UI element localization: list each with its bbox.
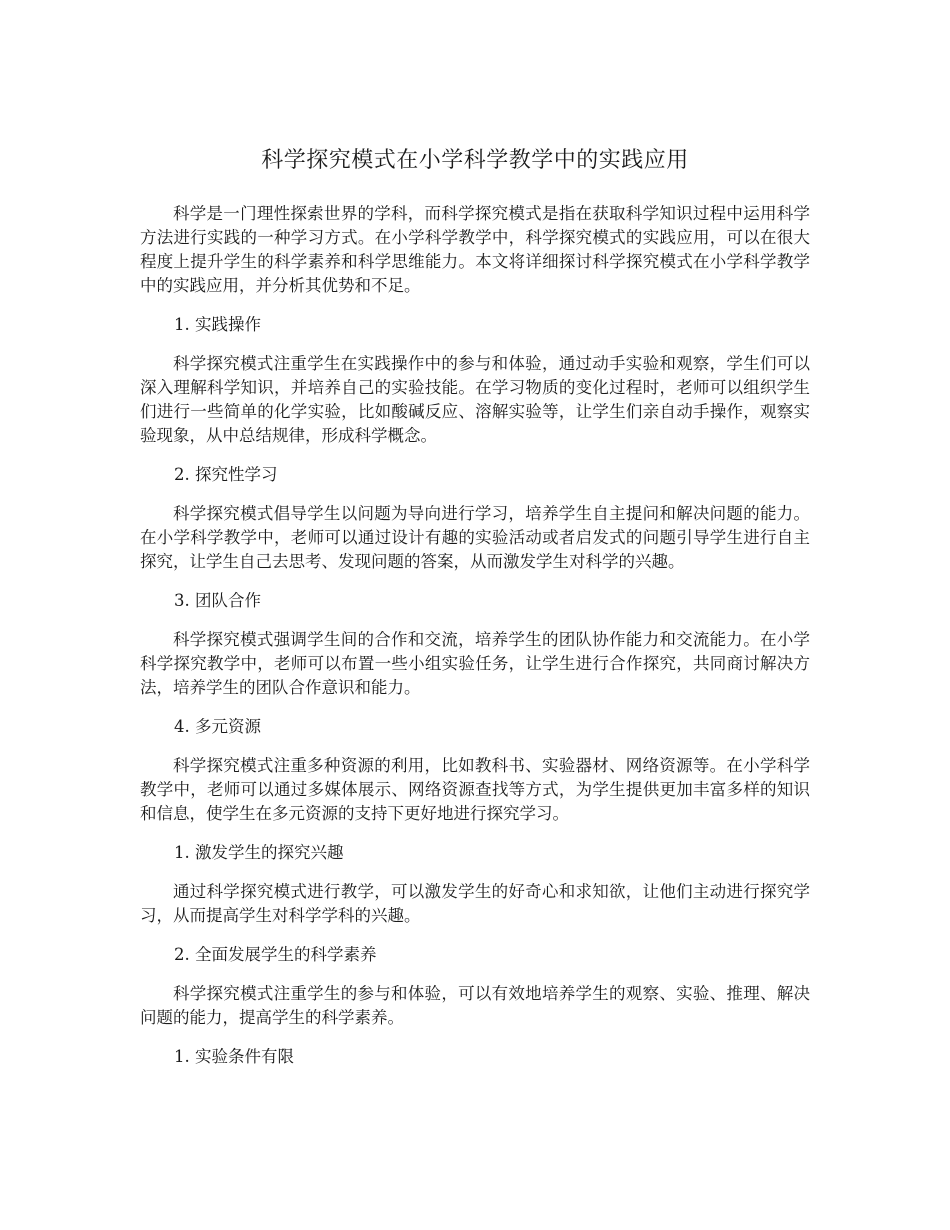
paragraph-inquiry: 科学探究模式倡导学生以问题为导向进行学习，培养学生自主提问和解决问题的能力。在小学科学教学中，老师可以通过设计有趣的实验活动或者启发式的问题引导学生进行自主探究，让学生自己去思考、发现问题的答案，从而激发学生对科学的兴趣。 — [140, 504, 810, 571]
section-heading-literacy: 2. 全面发展学生的科学素养 — [174, 945, 377, 964]
section-heading-resources: 4. 多元资源 — [174, 717, 261, 736]
section-heading-practice: 1. 实践操作 — [174, 315, 261, 334]
paragraph-practice: 科学探究模式注重学生在实践操作中的参与和体验，通过动手实验和观察，学生们可以深入理解科学知识，并培养自己的实验技能。在学习物质的变化过程时，老师可以组织学生们进行一些简单的化学实验，比如酸碱反应、溶解实验等，让学生们亲自动手操作，观察实验现象，从中总结规律，形成科学概念。 — [140, 354, 810, 445]
section-heading-interest: 1. 激发学生的探究兴趣 — [174, 843, 344, 862]
section-heading-teamwork: 3. 团队合作 — [174, 591, 261, 610]
document-title: 科学探究模式在小学科学教学中的实践应用 — [261, 148, 689, 173]
section-heading-inquiry: 2. 探究性学习 — [174, 465, 278, 484]
paragraph-teamwork: 科学探究模式强调学生间的合作和交流，培养学生的团队协作能力和交流能力。在小学科学探究教学中，老师可以布置一些小组实验任务，让学生进行合作探究，共同商讨解决方法，培养学生的团队合作意识和能力。 — [140, 630, 810, 697]
paragraph-literacy: 科学探究模式注重学生的参与和体验，可以有效地培养学生的观察、实验、推理、解决问题的能力，提高学生的科学素养。 — [140, 984, 810, 1027]
paragraph-intro: 科学是一门理性探索世界的学科，而科学探究模式是指在获取科学知识过程中运用科学方法进行实践的一种学习方式。在小学科学教学中，科学探究模式的实践应用，可以在很大程度上提升学生的科学素养和科学思维能力。本文将详细探讨科学探究模式在小学科学教学中的实践应用，并分析其优势和不足。 — [140, 204, 810, 295]
paragraph-interest: 通过科学探究模式进行教学，可以激发学生的好奇心和求知欲，让他们主动进行探究学习，从而提高学生对科学学科的兴趣。 — [140, 882, 810, 925]
section-heading-limits: 1. 实验条件有限 — [174, 1047, 294, 1066]
paragraph-resources: 科学探究模式注重多种资源的利用，比如教科书、实验器材、网络资源等。在小学科学教学中，老师可以通过多媒体展示、网络资源查找等方式，为学生提供更加丰富多样的知识和信息，使学生在多元资源的支持下更好地进行探究学习。 — [140, 756, 810, 823]
document-body — [140, 202, 810, 1069]
